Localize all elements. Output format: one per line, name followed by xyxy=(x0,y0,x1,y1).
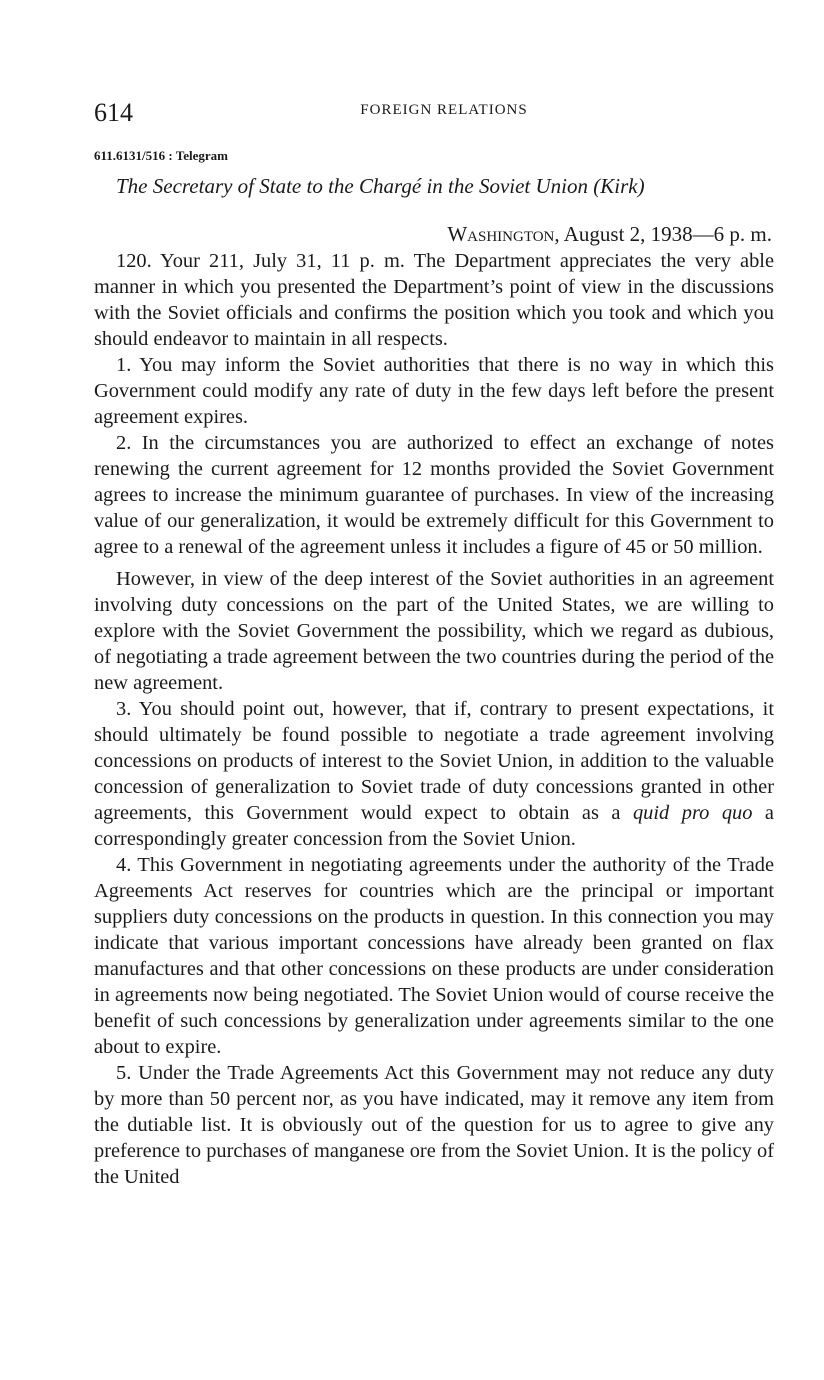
dateline-date: , August 2, 1938—6 p. m. xyxy=(554,222,772,246)
dateline-place: Washington xyxy=(447,222,555,246)
paragraph-intro: 120. Your 211, July 31, 11 p. m. The Department appreciates the very able manner in which you presented the Department’s point of view in the discussions with the Soviet officials and confirms the position which you took and which you should endeavor to maintain in all respects. xyxy=(94,250,774,350)
file-reference: 611.6131/516 : Telegram xyxy=(94,148,228,163)
paragraph-however: However, in view of the deep interest of the Soviet authorities in an agreement involving duty concessions on the part of the United States, we are willing to explore with the Soviet Government the possibility, which we regard as dubious, of negotiating a trade agreement between the two countries during the period of the new agreement. xyxy=(94,568,775,694)
paragraph-point-1: 1. You may inform the Soviet authorities that there is no way in which this Government could modify any rate of duty in the few days left before the present agreement expires. xyxy=(94,354,774,428)
paragraph-point-3-text-a: 3. You should point out, however, that if, contrary to present expectations, it should ultimately be found possible to negotiate a trade agreement involving concessions on products of interest to the Soviet Union, in addition to the valuable concession of generalization to Soviet trade of duty concessions granted in other agreements, this Government would expect to obtain as a xyxy=(94,698,774,824)
paragraph-point-3-italic: quid pro quo xyxy=(632,802,753,824)
paragraph-point-3-text-b: a correspondingly greater concession from the Soviet Union. xyxy=(94,802,774,850)
paragraph-point-3 xyxy=(94,696,774,852)
paragraph-point-5: 5. Under the Trade Agreements Act this Government may not reduce any duty by more than 50 percent nor, as you have indicated, may it remove any item from the dutiable list. It is obviously out of the question for us to agree to give any preference to purchases of manganese ore from the Soviet Union. It is the policy of the United xyxy=(94,1062,774,1188)
page-header xyxy=(94,98,774,130)
dateline xyxy=(447,222,772,247)
document-title: The Secretary of State to the Chargé in the Soviet Union (Kirk) xyxy=(116,174,645,198)
running-head: FOREIGN RELATIONS xyxy=(360,102,528,118)
paragraph-point-2: 2. In the circumstances you are authorized to effect an exchange of notes renewing the current agreement for 12 months provided the Soviet Government agrees to increase the minimum guarantee of purchases. In view of the increasing value of our generalization, it would be extremely difficult for this Government to agree to a renewal of the agreement unless it includes a figure of 45 or 50 million. xyxy=(94,432,774,558)
telegram-body xyxy=(94,248,774,1190)
paragraph-point-4: 4. This Government in negotiating agreements under the authority of the Trade Agreements Act reserves for countries which are the principal or important suppliers duty concessions on the products in question. In this connection you may indicate that various important concessions have already been granted on flax manufactures and that other concessions on these products are under consideration in agreements now being negotiated. The Soviet Union would of course receive the benefit of such concessions by generalization under agreements similar to the one about to expire. xyxy=(94,854,774,1058)
page-number: 614 xyxy=(94,98,133,127)
